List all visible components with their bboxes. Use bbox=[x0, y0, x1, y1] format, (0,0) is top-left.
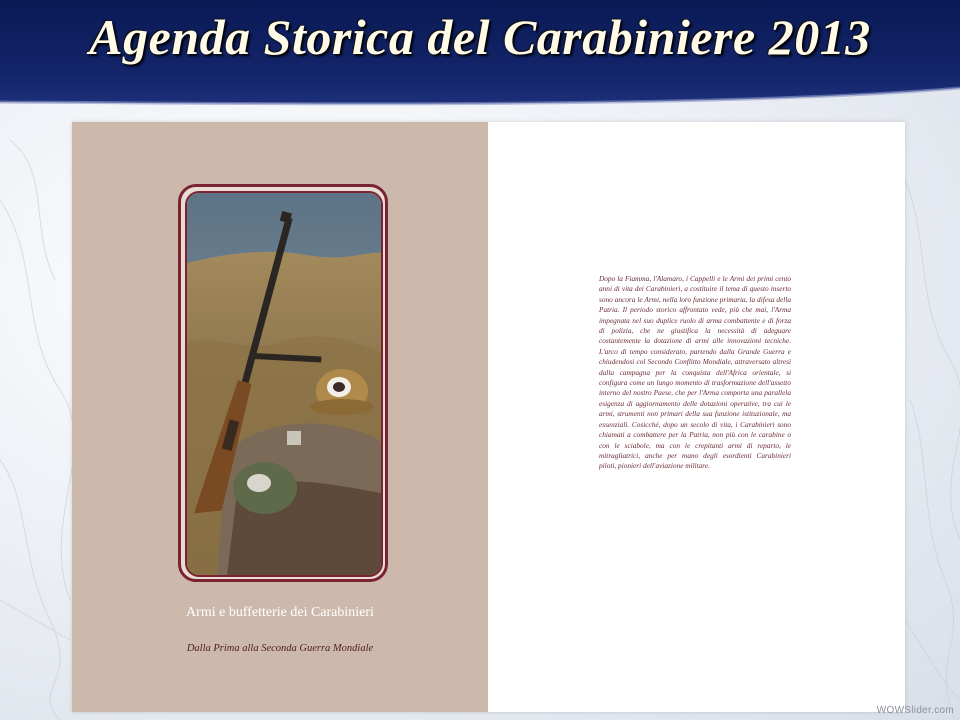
cover-subtitle: Dalla Prima alla Seconda Guerra Mondiale bbox=[186, 643, 374, 654]
header-banner bbox=[0, 0, 960, 108]
page-title: Agenda Storica del Carabiniere 2013 bbox=[89, 9, 871, 65]
intro-paragraph: Dopo la Fiamma, l'Alamaro, i Cappelli e le Armi dei primi cento anni di vita dei Carabinieri, a costituire il tema di questo inserto sono ancora le Armi, nella loro funzione primaria, la difesa della Patria. Il periodo storico affrontato vede, più che mai, l'Arma impegnata nel suo duplice ruolo di arma combattente e di forza di polizia, che ne giustifica la necessità di adeguare costantemente la dotazione di armi alle innovazioni tecniche. L'arco di tempo considerato, partendo dalla Grande Guerra e chiudendosi col Secondo Conflitto Mondiale, attraversato altresì dalla campagna per la conquista dell'Africa orientale, si configura come un lungo momento di trasformazione dell'assetto interno del nostro Paese, che per l'Arma comporta una parallela esigenza di aggiornamento delle dotazioni operative, tra cui le armi, strumenti non primari della sua funzione istituzionale, ma essenziali. Cosicché, dopo un secolo di vita, i Carabinieri sono chiamati a combattere per la Patria, non più con le carabine o con le sciabole, ma con le crepitanti armi di reparto, le mitragliatrici, anche per mano degli esordienti Carabinieri piloti, pionieri dell'aviazione militare. bbox=[599, 274, 791, 471]
cover-photo-frame bbox=[178, 184, 388, 582]
book-cover bbox=[72, 122, 488, 712]
cover-photo bbox=[185, 191, 383, 577]
cover-title: Armi e buffetterie dei Carabinieri bbox=[186, 605, 374, 620]
book-spread bbox=[72, 122, 905, 712]
watermark: WOWSlider.com bbox=[876, 705, 954, 716]
